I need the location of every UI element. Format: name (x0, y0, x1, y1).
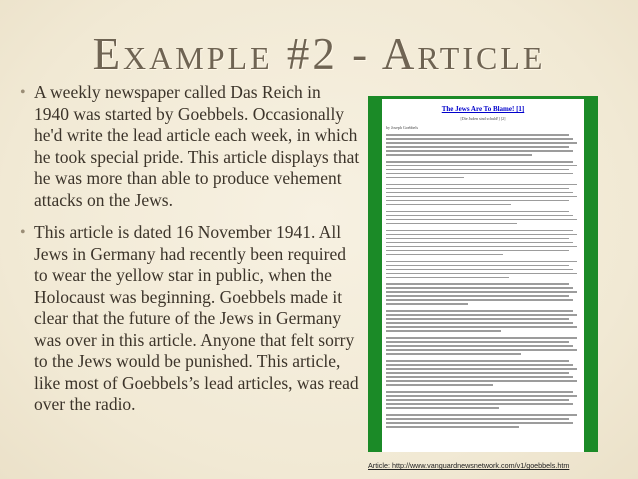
article-text-line (386, 169, 569, 171)
article-text-line (386, 310, 573, 312)
article-text-line (386, 376, 573, 378)
article-text-line (386, 372, 569, 374)
bullet-dot-icon: • (20, 224, 26, 241)
article-text-line (386, 353, 521, 355)
article-text-line (386, 265, 569, 267)
bullet-list (20, 82, 360, 427)
article-text-line (386, 337, 577, 339)
article-text-line (386, 154, 532, 156)
article-text-line (386, 261, 577, 263)
article-subtitle: [Die Juden sind schuld!] [2] (460, 116, 506, 121)
article-text-line (386, 426, 519, 428)
article-text-line (386, 368, 577, 370)
article-byline: by Joseph Goebbels (386, 125, 418, 130)
article-text-line (386, 177, 464, 179)
article-body-text (386, 134, 581, 433)
article-text-line (386, 403, 573, 405)
article-text-line (386, 314, 577, 316)
article-text-line (386, 318, 569, 320)
article-text-line (386, 345, 573, 347)
article-text-line (386, 204, 511, 206)
bullet-dot-icon: • (20, 84, 26, 101)
article-text-line (386, 326, 577, 328)
article-text-line (386, 146, 569, 148)
article-text-line (386, 242, 573, 244)
article-text-line (386, 391, 573, 393)
article-text-line (386, 134, 569, 136)
article-text-line (386, 407, 499, 409)
article-text-line (386, 234, 577, 236)
article-paragraph-gap (386, 430, 581, 433)
article-text-line (386, 142, 577, 144)
article-page (382, 99, 584, 452)
article-text-line (386, 291, 577, 293)
article-text-line (386, 192, 573, 194)
article-text-line (386, 273, 577, 275)
bullet-text: This article is dated 16 November 1941. All Jews in Germany had recently been required to wear the yellow star in public, when the Holocaust was beginning. Goebbels made it clear that the future of the Jews in Germany was over in this article. Anyone that felt sorry to the Jews would be punished. This article, like most of Goebbels’s lead articles, was read over the radio. (34, 222, 359, 414)
article-text-line (386, 299, 573, 301)
article-text-line (386, 254, 503, 256)
article-text-line (386, 422, 573, 424)
article-text-line (386, 238, 569, 240)
article-text-line (386, 322, 573, 324)
article-text-line (386, 414, 577, 416)
article-text-line (386, 211, 569, 213)
slide-title: Example #2 - Article (92, 29, 546, 79)
bullet-item (20, 82, 360, 211)
article-text-line (386, 250, 569, 252)
article-text-line (386, 269, 573, 271)
article-text-line (386, 165, 577, 167)
article-text-line (386, 395, 577, 397)
article-text-line (386, 277, 509, 279)
article-caption-link[interactable]: Article: http://www.vanguardnewsnetwork.com/v1/goebbels.htm (368, 461, 570, 470)
article-text-line (386, 283, 569, 285)
article-text-line (386, 161, 573, 163)
article-text-line (386, 188, 569, 190)
article-text-line (386, 341, 569, 343)
article-text-line (386, 399, 569, 401)
article-text-line (386, 219, 577, 221)
bullet-item (20, 222, 360, 416)
article-image (368, 96, 598, 452)
bullet-text: A weekly newspaper called Das Reich in 1940 was started by Goebbels. Occasionally he'd write the lead article each week, in which he took special pride. This article displays that he was more than able to produce vehement attacks on the Jews. (34, 82, 360, 210)
article-text-line (386, 184, 577, 186)
article-text-line (386, 364, 573, 366)
article-title: The Jews Are To Blame! [1] (441, 105, 525, 113)
article-text-line (386, 287, 573, 289)
article-text-line (386, 349, 577, 351)
article-text-line (386, 150, 573, 152)
article-text-line (386, 295, 569, 297)
article-text-line (386, 330, 501, 332)
article-text-line (386, 196, 577, 198)
article-text-line (386, 230, 573, 232)
article-text-line (386, 418, 569, 420)
article-text-line (386, 223, 517, 225)
article-text-line (386, 215, 573, 217)
article-text-line (386, 303, 468, 305)
article-text-line (386, 380, 577, 382)
article-text-line (386, 138, 573, 140)
article-text-line (386, 360, 569, 362)
article-text-line (386, 200, 569, 202)
article-text-line (386, 246, 577, 248)
article-text-line (386, 384, 493, 386)
article-text-line (386, 173, 573, 175)
